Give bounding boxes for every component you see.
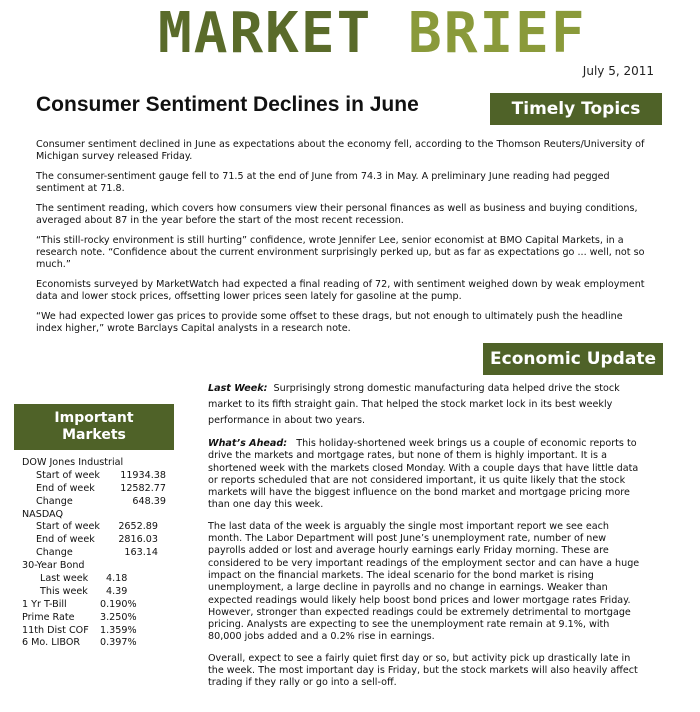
market-row bbox=[22, 509, 182, 522]
market-value: 648.39 bbox=[132, 495, 166, 507]
market-row bbox=[22, 534, 182, 547]
market-value: 2652.89 bbox=[118, 521, 158, 533]
market-row bbox=[22, 457, 182, 470]
masthead bbox=[158, 1, 698, 66]
market-row bbox=[22, 625, 182, 638]
market-label: Start of week bbox=[36, 521, 100, 533]
market-value: 2816.03 bbox=[118, 534, 158, 546]
markets-title-line2: Markets bbox=[62, 427, 126, 443]
masthead-word-brief: BRIEF bbox=[408, 1, 587, 66]
market-label: NASDAQ bbox=[22, 508, 63, 520]
last-week-text: Surprisingly strong domestic manufacturing data helped drive the stock market to its fifth straight gain. That helped the stock market lock in its best weekly performance in about two years. bbox=[208, 383, 620, 426]
market-label: End of week bbox=[36, 534, 95, 546]
economic-update-body bbox=[208, 381, 642, 699]
market-value: 12582.77 bbox=[120, 482, 166, 494]
issue-date: July 5, 2011 bbox=[582, 64, 654, 78]
last-week-label: Last Week: bbox=[208, 383, 268, 394]
markets-table bbox=[22, 457, 182, 650]
markets-title-line1: Important bbox=[54, 410, 134, 426]
update-whats-ahead bbox=[208, 438, 642, 512]
market-row bbox=[22, 637, 182, 650]
market-label: Change bbox=[36, 547, 73, 559]
timely-topics-banner: Timely Topics bbox=[490, 93, 662, 125]
market-row bbox=[22, 573, 182, 586]
article-paragraph: The consumer-sentiment gauge fell to 71.5 at the end of June from 74.3 in May. A preliminary June reading had pegged sentiment at 71.8. bbox=[36, 171, 610, 194]
article-paragraph: The sentiment reading, which covers how consumers view their personal finances as well as business and buying conditions, averaged about 87 in the year before the start of the most recent recession. bbox=[36, 203, 638, 226]
market-label: 1 Yr T-Bill bbox=[22, 598, 67, 610]
market-row bbox=[22, 547, 182, 560]
masthead-word-market: MARKET bbox=[158, 1, 373, 66]
whats-ahead-text: This holiday-shortened week brings us a couple of economic reports to drive the markets and mortgage rates, but none of them is highly important. It is a shortened week with the markets closed Monday. With a couple days that have little data or reports scheduled that are not considered important, it us quite likely that the stock markets will have the biggest influence on the bond market and mortgage pricing more than one day this week. bbox=[208, 438, 639, 511]
update-paragraph: The last data of the week is arguably the single most important report we see each month. The Labor Department will post June’s unemployment rate, number of new payrolls added or lost and average hourly earnings early Friday morning. These are considered to be very important readings of the employment sector and can have a huge impact on the financial markets. The ideal scenario for the bond market is rising unemployment, a large decline in payrolls and no change in earnings. Weaker than expected readings would likely help boost bond prices and lower mortgage rates Friday. However, stronger than expected readings could be extremely detrimental to mortgage pricing. Analysts are expecting to see the unemployment rate remain at 9.1%, with 80,000 jobs added and a 0.2% rise in earnings. bbox=[208, 520, 640, 643]
article-paragraph: “This still-rocky environment is still hurting” confidence, wrote Jennifer Lee, senior economist at BMO Capital Markets, in a research note. “Confidence about the current environment surprisingly perked up, but as far as expectations go ... well, not so much.” bbox=[36, 235, 645, 270]
market-value: 3.250% bbox=[100, 611, 137, 623]
market-row bbox=[22, 483, 182, 496]
market-label: This week bbox=[40, 585, 88, 597]
market-value: 4.18 bbox=[106, 573, 128, 585]
market-row bbox=[22, 599, 182, 612]
market-label: Last week bbox=[40, 573, 89, 585]
market-value: 11934.38 bbox=[120, 469, 166, 481]
market-label: 11th Dist COF bbox=[22, 624, 89, 636]
market-row bbox=[22, 586, 182, 599]
article-paragraph: Consumer sentiment declined in June as expectations about the economy fell, according to the Thomson Reuters/University of Michigan survey released Friday. bbox=[36, 139, 645, 162]
market-label: End of week bbox=[36, 482, 95, 494]
market-row bbox=[22, 560, 182, 573]
market-label: DOW Jones Industrial bbox=[22, 457, 124, 468]
market-value: 0.190% bbox=[100, 598, 137, 610]
article-paragraph: “We had expected lower gas prices to provide some offset to these drags, but not enough to ultimately push the headline index higher,” wrote Barclays Capital analysts in a research note. bbox=[36, 311, 623, 334]
market-row bbox=[22, 470, 182, 483]
economic-update-banner: Economic Update bbox=[483, 343, 663, 375]
market-label: Start of week bbox=[36, 469, 100, 481]
market-row bbox=[22, 521, 182, 534]
market-label: 6 Mo. LIBOR bbox=[22, 637, 81, 649]
article-body bbox=[36, 139, 646, 343]
market-label: Prime Rate bbox=[22, 611, 75, 623]
article-headline: Consumer Sentiment Declines in June bbox=[36, 93, 419, 116]
market-row bbox=[22, 496, 182, 509]
article-paragraph: Economists surveyed by MarketWatch had expected a final reading of 72, with sentiment weighed down by weak employment data and lower stock prices, offsetting lower prices seen lately for gasoline at the pump. bbox=[36, 279, 645, 302]
market-value: 163.14 bbox=[124, 547, 158, 559]
important-markets-header bbox=[14, 404, 174, 450]
market-value: 0.397% bbox=[100, 637, 137, 649]
market-value: 4.39 bbox=[106, 585, 128, 597]
market-value: 1.359% bbox=[100, 624, 137, 636]
market-label: Change bbox=[36, 495, 73, 507]
update-paragraph: Overall, expect to see a fairly quiet first day or so, but activity pick up drastically late in the week. The most important day is Friday, but the stock markets will also heavily affect trading if they rally or go into a sell-off. bbox=[208, 652, 638, 689]
market-row bbox=[22, 612, 182, 625]
update-last-week bbox=[208, 381, 642, 429]
market-label: 30-Year Bond bbox=[22, 560, 85, 572]
whats-ahead-label: What’s Ahead: bbox=[208, 438, 288, 449]
